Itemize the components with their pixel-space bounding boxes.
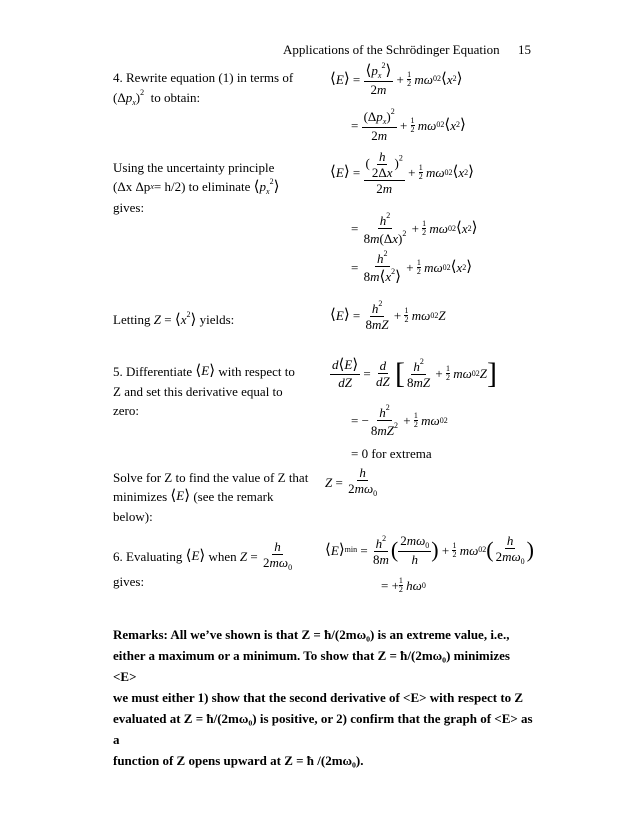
step5-text-line2: Z and set this derivative equal to bbox=[113, 384, 283, 399]
equation-energy-2: = $\frac{(\Delta p_x)^2}{2m}$ + 1 2 mω 0 2 ⟨ x 2 ⟩ bbox=[351, 107, 466, 143]
remarks-line5: function of Z opens upward at Z = ħ /(2mω₀). bbox=[113, 753, 364, 768]
equation-energy-3: ⟨ E ⟩ = ( $\frac{h}{2\Delta x}$ )$^2$ 2m + 1 2 mω 0 2 ⟨ x 2 ⟩ bbox=[330, 149, 475, 196]
equation-derivative-2: = − $\frac{h^2}{8mZ^2}$ + 1 2 mω 0 2 bbox=[351, 403, 448, 438]
remarks-line1: Remarks: All we’ve shown is that Z = ħ/(2mω₀) is an extreme value, i.e., bbox=[113, 627, 510, 642]
uncertainty-text-line1: Using the uncertainty principle bbox=[113, 160, 275, 175]
remarks-line3: we must either 1) show that the second derivative of <E> with respect to Z bbox=[113, 690, 524, 705]
solve-z-text-line3: below): bbox=[113, 509, 153, 524]
remarks-line2: either a maximum or a minimum. To show that Z = ħ/(2mω₀) minimizes <E> bbox=[113, 648, 510, 684]
solve-z-text-line1: Solve for Z to find the value of Z that bbox=[113, 470, 309, 485]
uncertainty-text-line2: (Δx Δp x = h/2) to eliminate $⟨p_x^2⟩$ bbox=[113, 176, 280, 196]
page-number: 15 bbox=[518, 42, 531, 57]
equation-energy-1: ⟨ E ⟩ = $\frac{⟨p_x^2⟩}{2m}$ + 1 2 mω 0 2 ⟨ x 2 ⟩ bbox=[330, 61, 463, 97]
remarks-block bbox=[113, 624, 533, 771]
step4-text-line2: $(\Delta p_x)^2$ to obtain: bbox=[113, 87, 201, 107]
uncertainty-text-line3: gives: bbox=[113, 200, 145, 215]
equation-energy-z: ⟨ E ⟩ = $\frac{h^2}{8mZ}$ + 1 2 mω 0 2 Z bbox=[330, 299, 446, 332]
equation-energy-4: = $\frac{h^2}{8m(\Delta x)^2}$ + 1 2 mω 0 2 ⟨ x 2 ⟩ bbox=[351, 211, 478, 246]
remarks-line4: evaluated at Z = ħ/(2mω₀) is positive, or 2) confirm that the graph of <E> as a bbox=[113, 711, 533, 747]
equation-extrema: = 0 for extrema bbox=[351, 446, 432, 461]
equation-energy-5: = $\frac{h^2}{8m⟨x^2⟩}$ + 1 2 mω 0 2 ⟨ x 2 ⟩ bbox=[351, 249, 473, 285]
running-header: Applications of the Schrödinger Equation bbox=[283, 42, 500, 57]
equation-z-solution: Z = $\frac{h}{2m\omega_0}$ bbox=[325, 465, 378, 498]
letting-z-text: Letting $Z = ⟨x^2⟩$ yields: bbox=[113, 310, 235, 328]
equation-energy-min-result: = + 1 2 hω 0 bbox=[381, 576, 426, 594]
step4-text-line1: 4. Rewrite equation (1) in terms of bbox=[113, 70, 294, 85]
equation-derivative-1: $\frac{d⟨E⟩}{dZ}$ = $\frac{d}{dZ}$ [ $\frac{h^2}{8mZ}$ + 1 2 mω 0 2 Z ] bbox=[332, 356, 498, 390]
step5-text-line1: 5. Differentiate ⟨E⟩ with respect to bbox=[113, 363, 295, 379]
step6-text-line1: 6. Evaluating ⟨E⟩ when Z = $\frac{h}{2m\omega_0}$ bbox=[113, 539, 293, 572]
step5-text-line3: zero: bbox=[113, 403, 139, 418]
equation-energy-min: ⟨ E ⟩ min = $\frac{h^2}{8m}$ ( $\frac{2m\omega_0}{h}$ ) + 1 2 mω 0 2 ( $\frac{h}{2m\omega_0}$ ) bbox=[325, 533, 534, 567]
step6-text-line2: gives: bbox=[113, 574, 145, 589]
solve-z-text-line2: minimizes ⟨E⟩ (see the remark bbox=[113, 488, 274, 504]
